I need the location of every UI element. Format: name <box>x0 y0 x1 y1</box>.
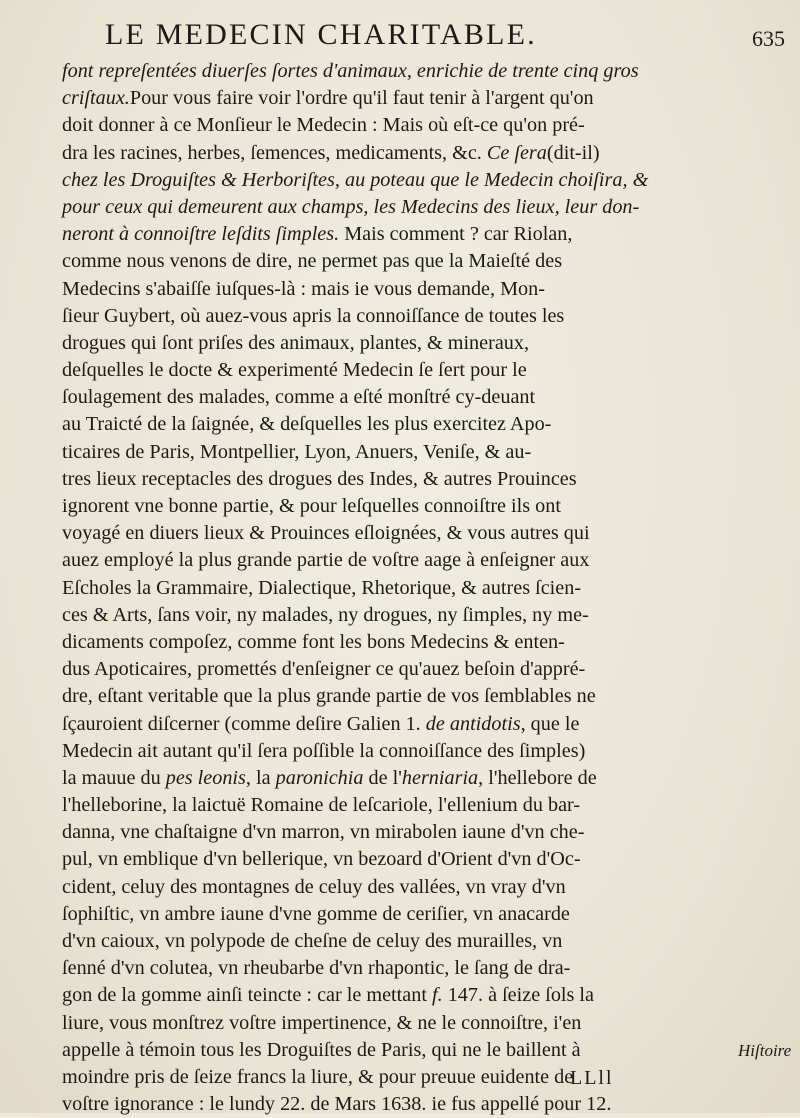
roman-text: ſieur Guybert, où auez-vous apris la connoiſſance de toutes les <box>62 304 565 327</box>
roman-text: , l'hellebore de <box>478 766 597 789</box>
roman-text: au Traicté de la ſaignée, & deſquelles les plus exercitez Apo- <box>62 413 552 436</box>
text-line <box>62 140 730 167</box>
roman-text: d'vn caioux, vn polypode de cheſne de celuy des murailles, vn <box>62 930 563 952</box>
roman-text: danna, vne chaſtaigne d'vn marron, vn mirabolen iaune d'vn che- <box>62 821 585 844</box>
running-title: LE MEDECIN CHARITABLE. <box>105 18 537 51</box>
text-line <box>62 846 730 873</box>
italic-text: pes leonis <box>165 766 246 789</box>
italic-text: Ce ſera <box>486 141 547 164</box>
roman-text: dra les racines, herbes, ſemences, medicaments, &c. <box>62 141 487 164</box>
text-line <box>62 85 730 112</box>
text-line <box>62 901 730 928</box>
roman-text: voſtre ignorance : le lundy 22. de Mars 1638. ie fus appellé pour 12. <box>62 1093 612 1116</box>
roman-text: dre, eſtant veritable que la plus grande partie de vos ſemblables ne <box>62 685 596 708</box>
text-line <box>62 955 730 982</box>
roman-text: liure, vous monſtrez voſtre impertinence, & ne le connoiſtre, i'en <box>62 1011 582 1034</box>
page-header <box>105 16 795 56</box>
roman-text: auez employé la plus grande partie de voſtre aage à enſeigner aux <box>62 549 590 572</box>
roman-text: Medecins s'abaiſſe iuſques-là : mais ie vous demande, Mon- <box>62 277 545 300</box>
text-line <box>62 303 730 330</box>
italic-text: f. <box>431 984 443 1007</box>
text-line <box>62 765 730 792</box>
roman-text: (dit-il) <box>546 141 600 164</box>
roman-text: gon de la gomme ainſi teincte : car le mettant <box>62 984 432 1007</box>
text-line <box>62 575 730 602</box>
italic-text: pour ceux qui demeurent aux champs, les Medecins des lieux, leur don- <box>62 195 640 218</box>
roman-text: l'helleborine, la laictuë Romaine de leſcariole, l'ellenium du bar- <box>62 794 581 817</box>
roman-text: ignorent vne bonne partie, & pour leſquelles connoiſtre ils ont <box>62 495 561 517</box>
roman-text: appelle à témoin tous les Droguiſtes de Paris, qui ne le baillent à <box>62 1038 581 1061</box>
body-text <box>62 58 730 1118</box>
roman-text: Pour vous faire voir l'ordre qu'il faut tenir à l'argent qu'on <box>129 87 594 110</box>
italic-text: criſtaux. <box>62 87 130 110</box>
text-line <box>62 982 730 1009</box>
text-line <box>62 194 730 221</box>
text-line <box>62 1010 730 1037</box>
roman-text: ſenné d'vn colutea, vn rheubarbe d'vn rhapontic, le ſang de dra- <box>62 957 571 980</box>
roman-text: pul, vn emblique d'vn bellerique, vn bezoard d'Orient d'vn d'Oc- <box>62 848 581 871</box>
text-line <box>62 792 730 819</box>
roman-text: la mauue du <box>62 766 166 789</box>
roman-text: moindre pris de ſeize francs la liure, & pour preuue euidente de <box>62 1065 574 1088</box>
roman-text: , la <box>245 766 276 789</box>
roman-text: comme nous venons de dire, ne permet pas que la Maieſté des <box>62 250 563 273</box>
roman-text: ſçauroient diſcerner (comme deſire Galien 1. <box>62 712 426 735</box>
text-line <box>62 656 730 683</box>
roman-text: ces & Arts, ſans voir, ny malades, ny drogues, ny ſimples, ny me- <box>62 603 589 626</box>
signature-mark: LLll <box>570 1067 614 1089</box>
text-line <box>62 411 730 438</box>
roman-text: voyagé en diuers lieux & Prouinces eſloignées, & vous autres qui <box>62 522 590 545</box>
italic-text: neront à connoiſtre leſdits ſimples. <box>62 223 340 246</box>
roman-text: ſophiſtic, vn ambre iaune d'vne gomme de ceriſier, vn anacarde <box>62 902 570 925</box>
italic-text: de antidotis <box>425 712 521 735</box>
roman-text: 147. à ſeize ſols la <box>442 984 594 1007</box>
marginal-note: Hiſtoire <box>738 1041 792 1060</box>
text-line <box>62 439 730 466</box>
roman-text: de l' <box>363 766 402 789</box>
text-line <box>62 493 730 520</box>
roman-text: dus Apoticaires, promettés d'enſeigner ce qu'auez beſoin d'appré- <box>62 658 586 681</box>
roman-text: doit donner à ce Monſieur le Medecin : Mais où eſt-ce qu'on pré- <box>62 114 585 137</box>
text-line <box>62 629 730 656</box>
text-line <box>62 738 730 765</box>
roman-text: ticaires de Paris, Montpellier, Lyon, Anuers, Veniſe, & au- <box>62 440 532 463</box>
roman-text: dicaments compoſez, comme font les bons Medecins & enten- <box>62 630 565 653</box>
text-line <box>62 520 730 547</box>
text-line <box>62 357 730 384</box>
text-line <box>62 819 730 846</box>
roman-text: ſoulagement des malades, comme a eſté monſtré cy-deuant <box>62 386 536 409</box>
roman-text: Mais comment ? car Riolan, <box>339 223 573 246</box>
text-line <box>62 112 730 139</box>
text-line <box>62 602 730 629</box>
page-number: 635 <box>752 26 785 51</box>
text-line <box>62 711 730 738</box>
text-line <box>62 167 730 194</box>
text-line <box>62 683 730 710</box>
roman-text: Medecin ait autant qu'il ſera poſſible la connoiſſance des ſimples) <box>62 739 586 762</box>
text-line <box>62 58 730 85</box>
text-line <box>62 874 730 901</box>
text-line <box>62 248 730 275</box>
roman-text: tres lieux receptacles des drogues des Indes, & autres Prouinces <box>62 467 577 490</box>
text-line <box>62 547 730 574</box>
roman-text: drogues qui ſont priſes des animaux, plantes, & mineraux, <box>62 331 530 354</box>
italic-text: herniaria <box>401 766 479 789</box>
text-line <box>62 1037 730 1064</box>
text-line <box>62 221 730 248</box>
text-line <box>62 928 730 955</box>
text-line <box>62 1091 730 1118</box>
text-line <box>62 466 730 493</box>
roman-text: , que le <box>520 712 580 735</box>
italic-text: paronichia <box>275 766 364 789</box>
text-line <box>62 1064 730 1091</box>
text-line <box>62 384 730 411</box>
text-line <box>62 330 730 357</box>
roman-text: cident, celuy des montagnes de celuy des vallées, vn vray d'vn <box>62 875 566 898</box>
roman-text: Eſcholes la Grammaire, Dialectique, Rhetorique, & autres ſcien- <box>62 576 582 599</box>
roman-text: deſquelles le docte & experimenté Medecin ſe ſert pour le <box>62 359 527 382</box>
italic-text: chez les Droguiſtes & Herboriſtes, au poteau que le Medecin choiſira, & <box>62 168 649 191</box>
italic-text: font repreſentées diuerſes ſortes d'animaux, enrichie de trente cinq gros <box>62 60 639 82</box>
text-line <box>62 276 730 303</box>
